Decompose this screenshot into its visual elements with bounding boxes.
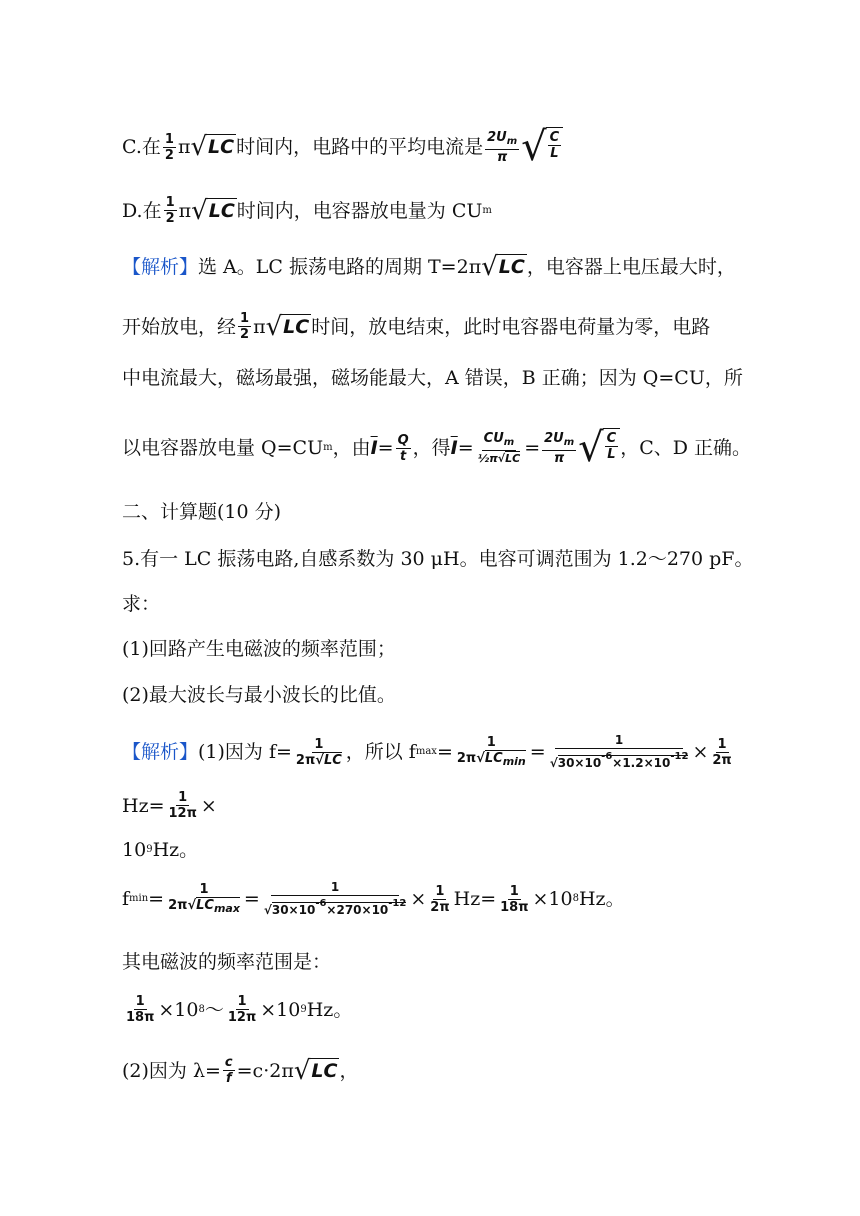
average-current-symbol: $\overline{I}$: [450, 437, 458, 459]
analysis-line-3: [122, 366, 743, 390]
solution-line-6: $\frac{1}{18\pi}$ ×10 8 ～ $\frac{1}{12\pi}$ ×10 9 Hz。: [126, 994, 353, 1025]
fmax-numeric: $\frac{1}{√30\times 10^{-6}\times 1.2\times 10^{-12}}$: [549, 733, 689, 770]
subscript-max: max: [415, 746, 437, 757]
option-d-prefix: D.在: [122, 199, 162, 222]
c-over-f-fraction: $\frac{c}{f}$: [224, 1055, 233, 1086]
analysis-text: 以电容器放电量 Q=CU: [122, 437, 324, 459]
half-fraction: $\frac{1}{2}$: [240, 311, 250, 342]
average-current-symbol: $\overline{I}$: [370, 437, 378, 459]
frequency-formula: $\frac{1}{2\pi√LC}$: [295, 736, 342, 768]
analysis-line-1: [122, 254, 736, 280]
sqrt-c-over-l: √ $\frac{C}{L}$: [521, 127, 563, 167]
section-title: 二、计算题(10 分): [122, 501, 282, 523]
current-fraction: $\frac{2U_m}{\pi}$: [487, 129, 518, 165]
solution-line-5: 其电磁波的频率范围是：: [122, 951, 332, 973]
pi-symbol: π: [177, 136, 191, 158]
question-5-line-1: 5.有一 LC 振荡电路,自感系数为 30 μH。电容可调范围为 1.2～270 pF。: [122, 548, 754, 570]
sqrt-lc: √ LC: [191, 195, 235, 226]
option-c-prefix: C.在: [122, 136, 161, 158]
one-over-18pi: $\frac{1}{18\pi}$: [126, 994, 155, 1025]
analysis-text: 开始放电，经: [122, 315, 237, 338]
subscript-min: min: [129, 893, 149, 904]
analysis-text-tail: 时间，放电结束，此时电容器电荷量为零，电路: [311, 315, 711, 338]
pi-symbol: π: [253, 315, 266, 338]
option-d: [122, 195, 492, 226]
analysis-tag: 【解析】: [122, 741, 199, 763]
sqrt-lc: √ LC: [293, 1055, 338, 1086]
sqrt-lc: √ LC: [265, 311, 310, 342]
analysis-line-2: [122, 311, 710, 342]
pi-symbol: π: [178, 199, 192, 222]
solution-line-3: 10 9 Hz。: [122, 839, 199, 861]
analysis-tag: 【解析】: [122, 256, 199, 278]
question-5-line-4: (2)最大波长与最小波长的比值。: [122, 684, 396, 706]
analysis-text: 选 A。LC 振荡电路的周期 T=2π: [198, 256, 482, 278]
half-fraction: $\frac{1}{2}$: [164, 131, 174, 163]
solution-line-7: (2)因为 λ= $\frac{c}{f}$ =c·2π √ LC ，: [122, 1055, 359, 1086]
fmax-formula: $\frac{1}{2\pi√LC_{min}}$: [456, 735, 526, 768]
analysis-text-tail: ，C、D 正确。: [620, 437, 752, 459]
one-over-two-pi: $\frac{1}{2\pi}$: [712, 736, 732, 768]
subscript-m: m: [482, 204, 492, 216]
fmin-formula: $\frac{1}{2\pi√LC_{max}}$: [168, 882, 240, 915]
option-c: [122, 124, 563, 170]
solution-line-4: f min = $\frac{1}{2\pi√LC_{max}}$ = $\frac{1}{√30\times 10^{-6}\times 270\times 10^{-12}}$ × $\frac{1}{2\pi}$ Hz= $\frac{1}{18\pi}$ ×10 8 Hz。: [122, 880, 625, 917]
one-over-two-pi: $\frac{1}{2\pi}$: [430, 883, 450, 915]
result-fraction: $\frac{2U_m}{\pi}$: [544, 430, 575, 466]
charge-over-time-fraction: $\frac{CU_m}{\text{½π√LC}}$: [477, 430, 521, 465]
fmin-numeric: $\frac{1}{√30\times 10^{-6}\times 270\times 10^{-12}}$: [263, 880, 407, 917]
option-d-text: 时间内，电容器放电量为 CU: [236, 199, 483, 222]
analysis-text: ，得: [412, 437, 451, 459]
sqrt-lc: √ LC: [481, 252, 525, 282]
one-over-12pi: $\frac{1}{12\pi}$: [168, 790, 197, 821]
solution-line-1: 【解析】 (1)因为 f= $\frac{1}{2\pi√LC}$ ，所以 f max = $\frac{1}{2\pi√LC_{min}}$ = $\frac{1}{√30\times 10^{-6}\times 1.2\times 10^{-12}}$ × $\frac{1}{2\pi}$: [122, 733, 732, 770]
question-5-line-3: (1)回路产生电磁波的频率范围；: [122, 638, 396, 660]
solution-line-2: Hz= $\frac{1}{12\pi}$ ×: [122, 790, 217, 821]
analysis-text: ，由: [332, 437, 371, 459]
one-over-18pi: $\frac{1}{18\pi}$: [500, 883, 529, 915]
one-over-12pi: $\frac{1}{12\pi}$: [227, 994, 257, 1025]
analysis-text: 中电流最大，磁场最强，磁场能最大，A 错误，B 正确；因为 Q=CU，所: [122, 367, 743, 389]
subscript-m: m: [323, 442, 333, 453]
sqrt-lc: √ LC: [190, 132, 235, 162]
analysis-text-tail: ，电容器上电压最大时，: [526, 256, 736, 278]
sqrt-c-over-l: √ $\frac{C}{L}$: [578, 428, 620, 468]
q-over-t-fraction: $\frac{Q}{t}$: [397, 432, 409, 464]
half-fraction: $\frac{1}{2}$: [165, 195, 175, 226]
analysis-line-4: 以电容器放电量 Q=CU m ，由 $\overline{I}$ = $\frac{Q}{t}$ ，得 $\overline{I}$ = $\frac{CU_m}{\text{½π√LC}}$ = $\frac{2U_m}{\pi}$ √ $\frac{C}{L}$ ，C、D 正确。: [122, 425, 752, 471]
question-5-line-2: 求：: [122, 593, 161, 615]
option-c-text: 时间内，电路中的平均电流是: [236, 136, 484, 158]
